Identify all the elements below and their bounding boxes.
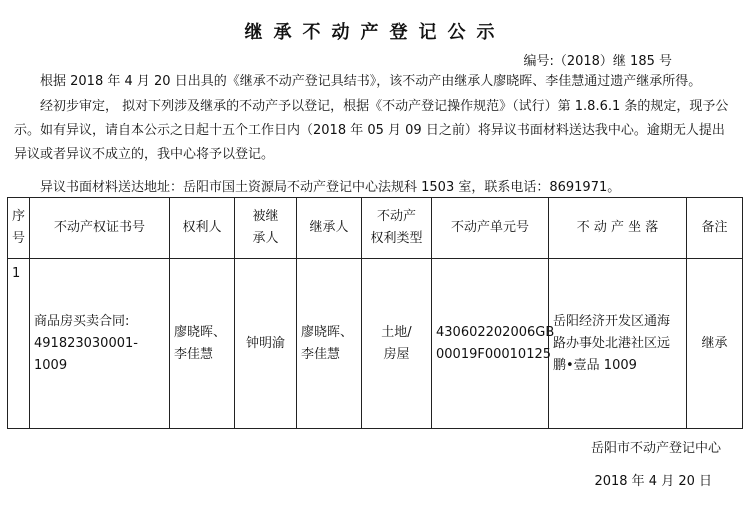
cell-owner: 廖晓晖、 李佳慧 [170, 259, 235, 429]
paragraph-basis-text: 根据 2018 年 4 月 20 日出具的《继承不动产登记具结书》，该不动产由继承人廖晓晖、李佳慧通过遗产继承所得。 [40, 74, 702, 89]
header-location: 不 动 产 坐 落 [549, 198, 687, 259]
cell-note: 继承 [687, 259, 743, 429]
header-heir: 继承人 [297, 198, 362, 259]
serial-number: 编号:（2018）继 185 号 [523, 54, 672, 69]
notice-title: 继承不动产登记公示 [244, 22, 506, 43]
paragraph-review-text: 经初步审定， 拟对下列涉及继承的不动产予以登记，根据《不动产登记操作规范》（试行）第 1.8.6.1 条的规定，现予公示。如有异议，请自本公示之日起十五个工作日内（2018 年 05 月 09 日之前）将异议书面材料送达我中心。逾期无人提出异议或者异议不成立的，我中心将予以登记。 [14, 99, 729, 162]
issuing-organization: 岳阳市不动产登记中心 [590, 441, 721, 456]
paragraph-review [14, 95, 734, 167]
issue-date: 2018 年 4 月 20 日 [594, 474, 712, 489]
header-right-type: 不动产 权利类型 [362, 198, 432, 259]
cell-decedent: 钟明渝 [235, 259, 297, 429]
table-header-row [8, 198, 743, 259]
cell-location: 岳阳经济开发区通海路办事处北港社区远鹏•壹品 1009 [549, 259, 687, 429]
table-row [8, 259, 743, 429]
cell-heir: 廖晓晖、 李佳慧 [297, 259, 362, 429]
paragraph-basis [14, 70, 734, 94]
registration-table [7, 197, 743, 429]
paragraph-address-text: 异议书面材料送达地址：岳阳市国土资源局不动产登记中心法规科 1503 室，联系电话：8691971。 [40, 180, 621, 195]
header-unit-no: 不动产单元号 [432, 198, 549, 259]
cell-right-type: 土地/ 房屋 [362, 259, 432, 429]
cell-unit-no: 430602202006GB 00019F00010125 [432, 259, 549, 429]
header-cert: 不动产权证书号 [30, 198, 170, 259]
cell-seq: 1 [8, 259, 30, 429]
cell-cert: 商品房买卖合同: 491823030001-1009 [30, 259, 170, 429]
header-seq: 序 号 [8, 198, 30, 259]
header-owner: 权利人 [170, 198, 235, 259]
header-note: 备注 [687, 198, 743, 259]
header-decedent: 被继 承人 [235, 198, 297, 259]
